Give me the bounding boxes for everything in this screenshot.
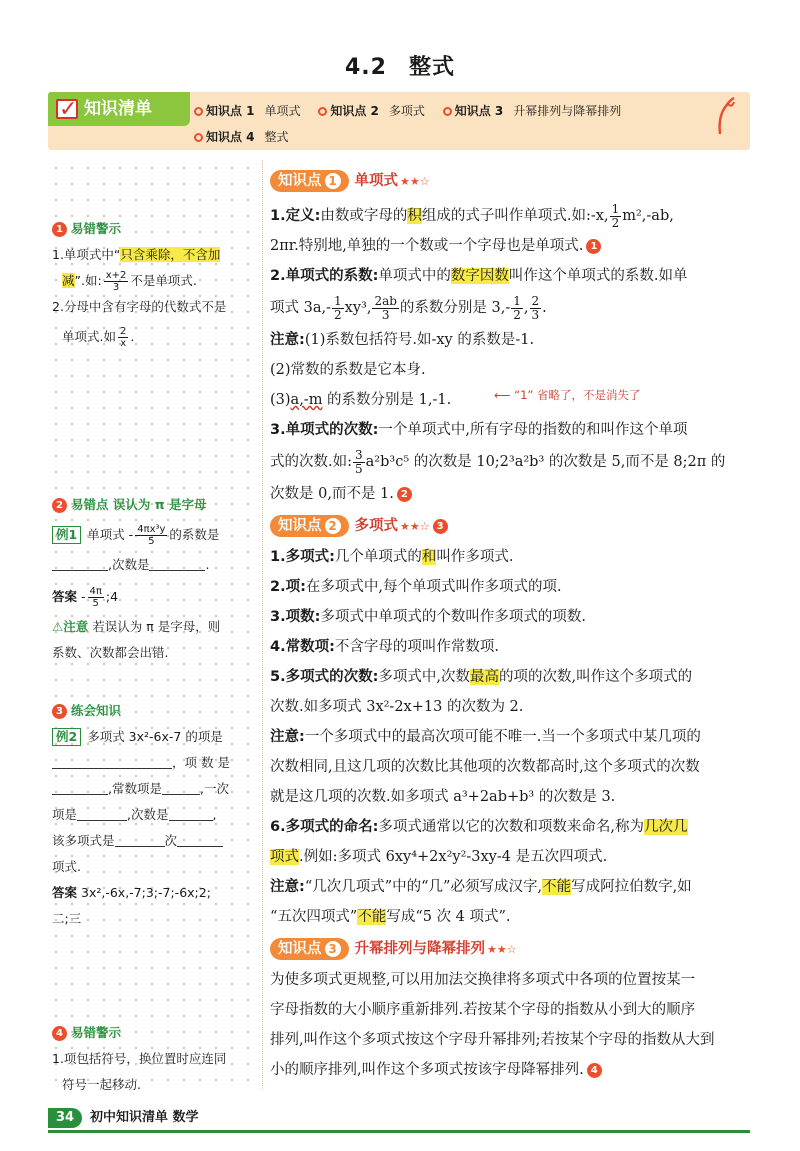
- bullet-icon: [194, 107, 203, 116]
- fraction: [135, 524, 167, 547]
- main-content: [270, 166, 754, 1085]
- difficulty-stars: ★★☆: [487, 943, 517, 956]
- answer-blank: [52, 755, 172, 769]
- text: 不含字母的项叫作常数项.: [334, 639, 500, 655]
- term: 1.定义:: [270, 208, 321, 224]
- kp-number: 2: [325, 518, 341, 534]
- kp2-def-3: [270, 602, 754, 632]
- kp3-heading: [270, 938, 517, 961]
- kp-title: 单项式: [354, 173, 398, 189]
- wavy-text: a,-m: [290, 392, 323, 408]
- banner-row-2: [194, 128, 303, 145]
- checkbox-icon: [56, 99, 78, 119]
- bullet-icon: [318, 107, 327, 116]
- highlight-text: 积: [407, 208, 422, 224]
- fraction: [353, 449, 365, 476]
- example-question: ,次数是 .: [52, 552, 252, 578]
- example-question: [52, 724, 252, 750]
- note-ref-badge: 2: [397, 487, 412, 502]
- note-text: [52, 268, 252, 294]
- arrow-icon: ⟵: [494, 388, 511, 402]
- note-heading: [52, 216, 252, 242]
- footer-bar: [48, 1130, 750, 1133]
- note-block-4: [52, 1020, 252, 1098]
- text: ;4: [105, 589, 119, 604]
- fraction: [118, 326, 128, 349]
- example-label: 例1: [52, 526, 81, 544]
- difficulty-stars: ★★☆: [400, 520, 430, 533]
- numerator: 1: [334, 293, 342, 308]
- banner-item-label: 知识点 3: [454, 104, 504, 118]
- text: “几次几项式”中的“几”必须写成汉字,: [304, 879, 543, 895]
- answer-blank: [177, 833, 223, 847]
- note-heading: [52, 492, 252, 518]
- kp3-text-1: 为使多项式更规整,可以用加法交换律将多项式中各项的位置按某一: [270, 972, 696, 988]
- text: 式的次数.如:: [270, 454, 352, 470]
- kp1-coefficient: [270, 261, 754, 291]
- text: 多项式中单项式的个数叫作多项式的项数.: [320, 609, 587, 625]
- kp-pill-label: 知识点: [278, 941, 322, 957]
- text: 3x²,-6x,-7;3;-7;-6x;2;: [81, 885, 211, 900]
- answer: [52, 584, 252, 610]
- fraction: [104, 270, 129, 293]
- text: 次: [164, 833, 178, 848]
- numerator: 2: [531, 293, 540, 308]
- denominator: 3: [381, 307, 390, 322]
- text: “五次四项式”: [270, 909, 358, 925]
- note-text: [52, 324, 252, 350]
- denominator: 5: [355, 461, 363, 476]
- knowledge-list-tab: [48, 92, 190, 126]
- note-number: 1: [52, 222, 67, 237]
- handwritten-note: [494, 380, 641, 410]
- kp2-note: [270, 722, 754, 752]
- answer-blank: [52, 781, 108, 795]
- note-ref-badge: 4: [587, 1063, 602, 1078]
- section-number: 4.2: [345, 55, 387, 80]
- denominator: 2: [334, 307, 342, 322]
- text: ,次数是: [127, 807, 169, 822]
- kp2-def-6: [270, 812, 754, 842]
- note-number: 2: [52, 498, 67, 513]
- fraction: [88, 586, 104, 609]
- kp2-def-2: [270, 572, 754, 602]
- banner-label: 知识清单: [84, 99, 152, 119]
- kp-pill-label: 知识点: [278, 173, 322, 189]
- kp-title: 升幂排列与降幂排列: [354, 941, 485, 957]
- highlight-text: 不能: [357, 909, 387, 925]
- kp2-def-6-2: [270, 842, 754, 872]
- text: 次数是 0,而不是 1.: [270, 486, 394, 502]
- term: 3.项数:: [270, 609, 321, 625]
- example-label: 例2: [52, 728, 81, 746]
- example-question: [52, 776, 252, 802]
- text: ,: [523, 300, 529, 316]
- text: 写成阿拉伯数字,如: [571, 879, 692, 895]
- kp-number: 1: [325, 173, 341, 189]
- text: 在多项式中,每个单项式叫作多项式的项.: [305, 579, 562, 595]
- term: 5.多项式的次数:: [270, 669, 379, 685]
- example-question: 项式.: [52, 859, 81, 874]
- denominator: 5: [92, 598, 99, 609]
- text: 多项式中,次数: [378, 669, 471, 685]
- text: 该多项式是: [52, 833, 115, 848]
- text: 一个单项式中,所有字母的指数的和叫作这个单项: [378, 422, 688, 438]
- fraction: [610, 203, 622, 230]
- denominator: 2: [611, 215, 620, 230]
- note-number: 3: [52, 704, 67, 719]
- page-footer: [48, 1106, 750, 1132]
- denominator: 2: [513, 307, 521, 322]
- text: 项是: [52, 807, 78, 822]
- column-divider: [262, 160, 263, 1090]
- numerator: x+2: [105, 270, 127, 281]
- kp1-coefficient-2: [270, 291, 754, 325]
- kp-pill-label: 知识点: [278, 518, 322, 534]
- kp-pill: [270, 515, 349, 537]
- text: .: [542, 300, 547, 316]
- banner-item-name: 多项式: [388, 104, 425, 118]
- difficulty-stars: ★★☆: [400, 175, 430, 188]
- answer-text: 二;三: [52, 911, 82, 926]
- caution-icon: ⚠: [52, 619, 64, 634]
- kp1-note-2: (2)常数的系数是它本身.: [270, 362, 426, 378]
- text: 的项的次数,叫作这个多项式的: [499, 669, 693, 685]
- banner-item-name: 升幂排列与降幂排列: [513, 104, 622, 118]
- text: 叫作这个单项式的系数.如单: [508, 268, 688, 284]
- example-question: [52, 828, 252, 854]
- text: -: [81, 589, 86, 604]
- text: m²,-ab,: [622, 208, 674, 224]
- text: 单项式中的: [378, 268, 451, 284]
- answer-blank: [77, 807, 127, 821]
- answer-blank: [169, 807, 213, 821]
- answer-label: 答案: [52, 885, 78, 900]
- text: xy³,: [344, 300, 372, 316]
- section-title: 整式: [408, 55, 455, 80]
- text: 组成的式子叫作单项式.如:-x,: [421, 208, 609, 224]
- denominator: 3: [531, 307, 540, 322]
- term: 注意:: [270, 332, 305, 348]
- fraction: [511, 295, 523, 322]
- answer-blank: [162, 781, 200, 795]
- note-text: 1.项包括符号，换位置时应连同: [52, 1051, 227, 1066]
- brush-icon: [716, 96, 736, 136]
- note-title: 易错点 误认为 π 是字母: [71, 497, 207, 512]
- note-heading: [52, 1020, 252, 1046]
- text: .例如:多项式 6xy⁴+2x²y²-3xy-4 是五次四项式.: [299, 849, 608, 865]
- page-title: [0, 50, 800, 81]
- text: 的系数分别是 1,-1.: [322, 392, 452, 408]
- caution-note: [52, 614, 252, 640]
- answer-blank: [52, 557, 108, 571]
- highlight-text: 只含乘除，不含加: [120, 247, 221, 262]
- kp2-heading: [270, 515, 448, 538]
- text: .: [130, 329, 135, 344]
- banner-row-1: [194, 102, 635, 119]
- note-number: 4: [52, 1026, 67, 1041]
- fraction: [332, 295, 344, 322]
- kp1-definition-2: [270, 231, 754, 261]
- numerator: 1: [611, 201, 620, 216]
- kp1-degree: [270, 415, 754, 445]
- highlight-text: 和: [421, 549, 437, 565]
- text: 几个单项式的: [334, 549, 422, 565]
- kp3-text-4: [270, 1055, 754, 1085]
- highlight-text: 项式: [270, 849, 299, 865]
- book-title: 初中知识清单 数学: [90, 1110, 199, 1125]
- kp2-note-3: 就是这几项的次数.如多项式 a³+2ab+b³ 的次数是 3.: [270, 789, 616, 805]
- page-number: 34: [48, 1108, 82, 1128]
- note-block-1: [52, 216, 252, 350]
- example-question: [52, 522, 252, 548]
- term: 3.单项式的次数:: [270, 422, 379, 438]
- text: 的系数是: [169, 527, 220, 542]
- numerator: 4π: [89, 586, 102, 597]
- kp2-def-4: [270, 632, 754, 662]
- margin-notes: [48, 160, 256, 1090]
- text: 多项式 3x²-6x-7 的项是: [87, 729, 223, 744]
- term: 2.单项式的系数:: [270, 268, 379, 284]
- highlight-text: 不能: [542, 879, 572, 895]
- caution-label: 注意: [63, 619, 89, 634]
- text: 若误认为 π 是字母，则: [92, 619, 221, 634]
- term: 注意:: [270, 729, 305, 745]
- note-title: 易错警示: [71, 1025, 122, 1040]
- term: 1.多项式:: [270, 549, 335, 565]
- kp2-def-1: [270, 542, 754, 572]
- note-title: 易错警示: [71, 221, 122, 236]
- bullet-icon: [443, 107, 452, 116]
- text: 单项式.如: [62, 329, 116, 344]
- text: a²b³c⁵ 的次数是 10;2³a²b³ 的次数是 5,而不是 8;2π 的: [365, 454, 726, 470]
- numerator: 4πx³y: [137, 524, 166, 535]
- text: (1)系数包括符号.如-xy 的系数是-1.: [304, 332, 535, 348]
- caution-note-text: 系数、次数都会出错.: [52, 645, 169, 660]
- note-block-2: [52, 492, 252, 666]
- bullet-icon: [194, 133, 203, 142]
- note-text: 符号一起移动.: [62, 1077, 141, 1092]
- text: 由数或字母的: [320, 208, 408, 224]
- kp2-def-5: [270, 662, 754, 692]
- kp-number: 3: [325, 941, 341, 957]
- banner-item-name: 单项式: [264, 104, 301, 118]
- note-block-3: [52, 698, 252, 932]
- numerator: 3: [355, 447, 363, 462]
- kp-title: 多项式: [354, 518, 398, 534]
- text: 多项式通常以它的次数和项数来命名,称为: [378, 819, 645, 835]
- kp2-note-b: [270, 872, 754, 902]
- highlight-text: 几次几: [644, 819, 688, 835]
- answer-label: 答案: [52, 589, 78, 604]
- highlight-text: 最高: [470, 669, 500, 685]
- text: ,次数是: [108, 557, 150, 572]
- term: 4.常数项:: [270, 639, 335, 655]
- term: 6.多项式的命名:: [270, 819, 379, 835]
- text: ，项 数 是: [172, 755, 230, 770]
- text: ,常数项是: [108, 781, 162, 796]
- term: 注意:: [270, 879, 305, 895]
- example-question: 项是 ,次数是 ,: [52, 807, 217, 822]
- denominator: 3: [112, 282, 120, 293]
- text: 1.单项式中“: [52, 247, 121, 262]
- highlight-text: 减: [62, 273, 75, 288]
- answer-blank: [149, 557, 205, 571]
- denominator: x: [120, 338, 127, 349]
- term: 2.项:: [270, 579, 306, 595]
- kp1-degree-2: [270, 445, 754, 479]
- kp-pill: [270, 170, 349, 192]
- denominator: 5: [148, 536, 155, 547]
- fraction: [530, 295, 542, 322]
- banner-item-label: 知识点 2: [330, 104, 379, 118]
- text: 不是单项式.: [130, 273, 197, 288]
- banner-item-label: 知识点 4: [206, 130, 255, 144]
- kp1-definition: [270, 201, 754, 231]
- kp2-def-5-2: 次数.如多项式 3x²-2x+13 的次数为 2.: [270, 699, 524, 715]
- kp2-note-2: 次数相同,且这几项的次数比其他项的次数都高时,这个多项式的次数: [270, 759, 700, 775]
- highlight-text: 数字因数: [450, 268, 509, 284]
- text: 叫作多项式.: [436, 549, 514, 565]
- fraction: [372, 295, 398, 322]
- kp1-degree-3: [270, 479, 754, 509]
- text: 一个多项式中的最高次项可能不唯一.当一个多项式中某几项的: [304, 729, 701, 745]
- note-ref-badge: 1: [586, 239, 601, 254]
- example-question: [52, 750, 252, 776]
- banner-item-label: 知识点 1: [206, 104, 255, 118]
- note-heading: [52, 698, 252, 724]
- text: 2πr.特别地,单独的一个数或一个字母也是单项式.: [270, 238, 584, 254]
- note-ref-badge: 3: [433, 519, 448, 534]
- kp2-note-b-2: [270, 902, 754, 932]
- answer-blank: [115, 833, 165, 847]
- text: 单项式 -: [87, 527, 134, 542]
- text: 写成“5 次 4 项式”.: [386, 909, 511, 925]
- note-text: [52, 242, 252, 268]
- text: ,一次: [199, 781, 229, 796]
- text: ”.如:: [74, 273, 102, 288]
- banner-item-name: 整式: [264, 130, 289, 144]
- note-title: 练会知识: [71, 703, 122, 718]
- numerator: 1: [513, 293, 521, 308]
- text: 的系数分别是 3,-: [399, 300, 511, 316]
- note-text: 2.分母中含有字母的代数式不是: [52, 299, 227, 314]
- numerator: 2: [119, 326, 127, 337]
- handwritten-text: “1” 省略了，不是消失了: [514, 388, 641, 402]
- text: (3): [270, 392, 291, 408]
- knowledge-list-banner: [48, 92, 750, 150]
- kp1-note-1: [270, 325, 754, 355]
- text: 小的顺序排列,叫作这个多项式按该字母降幂排列.: [270, 1062, 584, 1078]
- kp3-text-3: 排列,叫作这个多项式按这个字母升幂排列;若按某个字母的指数从大到: [270, 1032, 715, 1048]
- kp1-heading: [270, 170, 430, 193]
- answer: [52, 880, 252, 906]
- text: 项式 3a,-: [270, 300, 331, 316]
- kp3-text-2: 字母指数的大小顺序重新排列.若按某个字母的指数从小到大的顺序: [270, 1002, 696, 1018]
- kp-pill: [270, 938, 349, 960]
- numerator: 2ab: [374, 293, 397, 308]
